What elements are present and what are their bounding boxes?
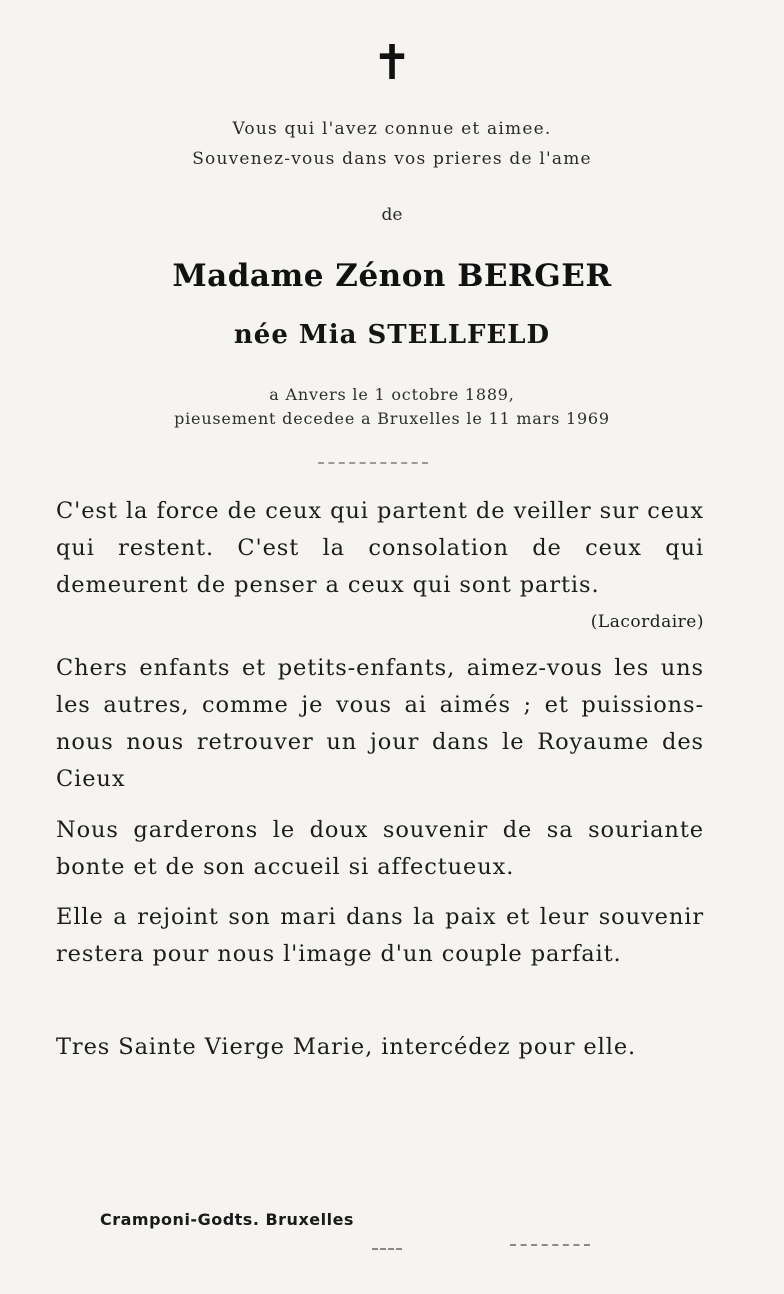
- cross-icon: ✝: [371, 35, 413, 91]
- bottom-mark-right: [510, 1244, 590, 1246]
- quote-attribution: (Lacordaire): [590, 612, 704, 632]
- intro-line-1: Vous qui l'avez connue et aimee.: [232, 119, 552, 139]
- printer-imprint: Cramponi-Godts. Bruxelles: [100, 1210, 354, 1229]
- de-text: de: [381, 205, 403, 225]
- paragraph-souvenir: Nous garderons le doux souvenir de sa souriante bonte et de son accueil si affectueux.: [56, 817, 704, 880]
- paragraph-children: Chers enfants et petits-enfants, aimez-vous les uns les autres, comme je vous ai aimés ; et puissions-nous nous retrouver un jour dans le Royaume des Cieux: [56, 655, 704, 792]
- deceased-name: Madame Zénon BERGER: [172, 258, 612, 294]
- intro-text: [0, 114, 784, 174]
- divider: [318, 462, 428, 466]
- paragraph-lacordaire-quote: [56, 493, 704, 641]
- birth-line: a Anvers le 1 octobre 1889,: [269, 385, 515, 404]
- death-line: pieusement decedee a Bruxelles le 11 mars 1969: [174, 409, 610, 428]
- paragraph-husband: Elle a rejoint son mari dans la paix et leur souvenir restera pour nous l'image d'un couple parfait.: [56, 904, 704, 967]
- dates-text: [0, 383, 784, 431]
- bottom-mark-left: [372, 1248, 402, 1250]
- paragraph-prayer: Tres Sainte Vierge Marie, intercédez pour elle.: [56, 1034, 637, 1060]
- intro-line-2: Souvenez-vous dans vos prieres de l'ame: [192, 149, 592, 169]
- maiden-name: née Mia STELLFELD: [233, 320, 551, 350]
- quote-text: C'est la force de ceux qui partent de veiller sur ceux qui restent. C'est la consolation de ceux qui demeurent de penser a ceux qui sont partis.: [56, 498, 704, 598]
